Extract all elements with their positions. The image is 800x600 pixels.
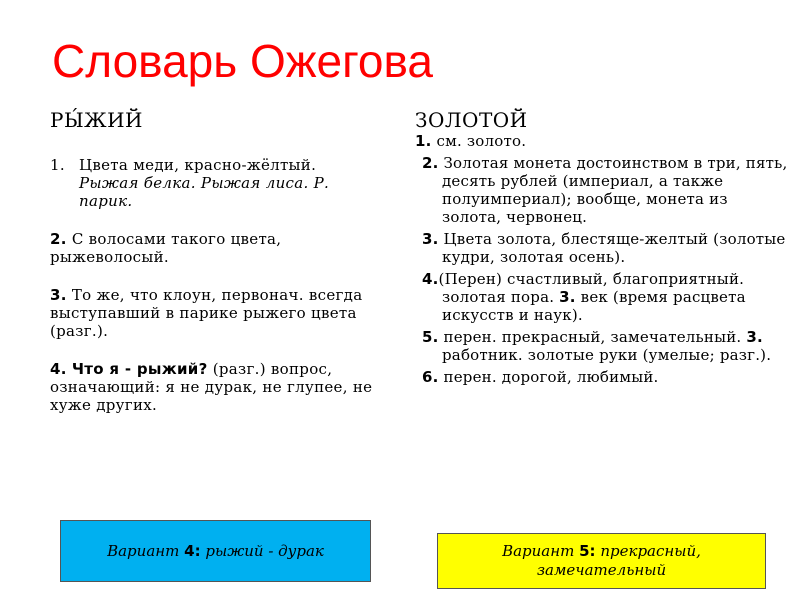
right-item-3-text: Цвета золота, блестяще-желтый (золотые кудри, золотая осень). [442,230,786,266]
variant-4-number: 4: [184,541,201,560]
right-item-1-number: 1. [415,132,432,150]
variant-5-box [437,533,766,589]
right-item-6 [415,368,790,386]
right-item-5-number: 5. [422,328,439,346]
right-item-5-subtext: работник. золотые руки (умелые; разг.). [442,346,772,364]
right-item-1-text: см. золото. [436,132,527,150]
right-item-4-number: 4. [422,270,439,288]
right-item-5-subnumber: 3. [746,328,763,346]
left-item-3-text: То же, что клоун, первонач. всегда выступавший в парике рыжего цвета (разг.). [50,286,363,340]
right-item-3 [415,230,790,266]
right-item-5 [415,328,790,364]
left-item-4-phrase: Что я - рыжий? [71,360,208,378]
left-item-4-text: (разг.) вопрос, означающий: я не дурак, не глупее, не хуже других. [50,360,373,414]
right-heading: ЗОЛОТОЙ [415,108,528,132]
right-item-1 [415,132,790,150]
right-column [415,108,790,386]
left-heading: РЫ́ЖИЙ [50,108,143,132]
variant-4-prefix: Вариант [107,541,180,560]
right-item-6-number: 6. [422,368,439,386]
left-column [50,108,380,414]
left-item-1-number: 1. [50,156,65,174]
left-item-1 [50,156,380,210]
right-item-2-text: Золотая монета достоинством в три, пять, десять рублей (империал, а также полуимпериал); вообще, монета из золота, червонец. [442,154,788,226]
slide-title: Словарь Ожегова [52,35,433,87]
right-item-4-text: (Перен) счастливый, благоприятный. золотая пора. [438,270,745,306]
right-item-4-subnumber: 3. [559,288,576,306]
left-item-3-number: 3. [50,286,67,304]
left-item-1-examples: Рыжая белка. Рыжая лиса. Р. парик. [79,174,330,210]
variant-5-number: 5: [579,542,596,560]
right-item-4 [415,270,790,324]
right-item-4-subtext: век (время расцвета искусств и наук). [442,288,746,324]
variant-4-box [60,520,371,582]
right-item-3-number: 3. [422,230,439,248]
variant-5-prefix: Вариант [502,542,575,560]
left-item-1-text: Цвета меди, красно-жёлтый. [79,156,317,174]
left-item-4-number: 4. [50,360,67,378]
left-item-2 [50,230,380,266]
left-item-2-text: С волосами такого цвета, рыжеволосый. [50,230,282,266]
right-item-2 [415,154,790,226]
left-item-2-number: 2. [50,230,67,248]
variant-5-text: прекрасный, замечательный [536,542,701,579]
left-item-4 [50,360,380,414]
right-item-5-text: перен. прекрасный, замечательный. [443,328,742,346]
left-item-3 [50,286,380,340]
right-item-6-text: перен. дорогой, любимый. [443,368,659,386]
variant-4-text: рыжий - дурак [205,541,324,560]
right-item-2-number: 2. [422,154,439,172]
